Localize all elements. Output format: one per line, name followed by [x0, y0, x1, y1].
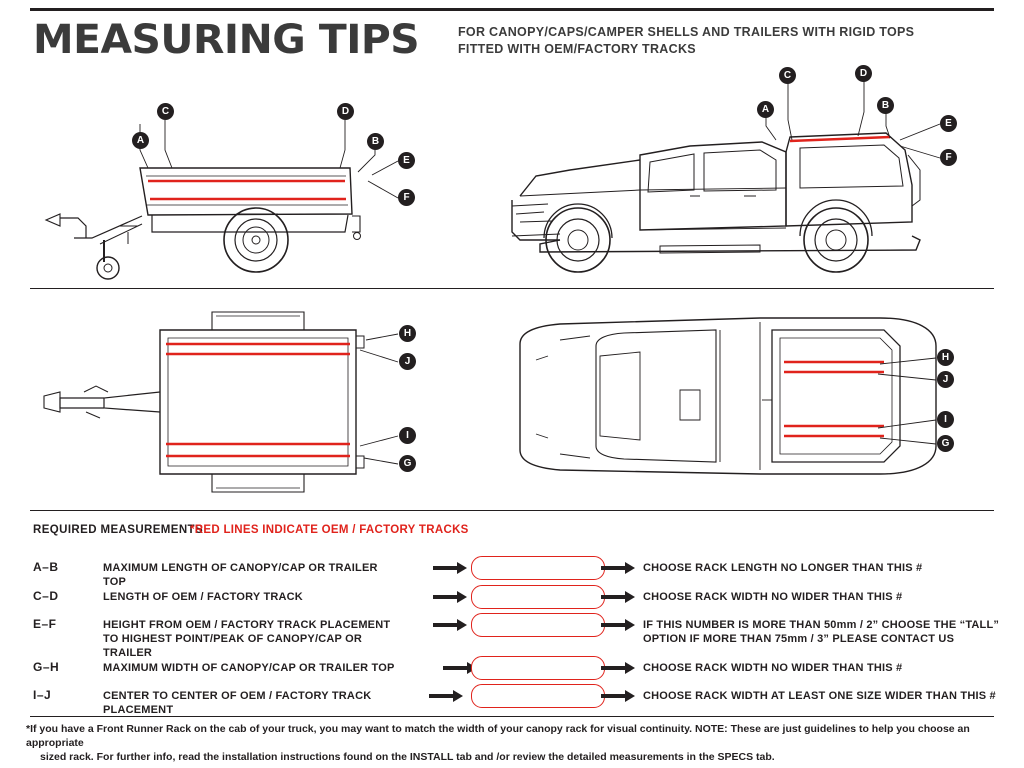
- callout-truck-side-a: A: [757, 101, 774, 118]
- callout-trailer-top-g: G: [399, 455, 416, 472]
- callout-trailer-top-j: J: [399, 353, 416, 370]
- callout-trailer-side-e: E: [398, 152, 415, 169]
- callout-trailer-top-h: H: [399, 325, 416, 342]
- measurement-description: HEIGHT FROM OEM / FACTORY TRACK PLACEMENT TO HIGHEST POINT/PEAK OF CANOPY/CAP OR TRAILER: [103, 619, 391, 659]
- measurement-code: C–D: [33, 589, 59, 603]
- measurement-code: A–B: [33, 560, 59, 574]
- trailer-top-view: [44, 312, 364, 492]
- callout-trailer-side-b: B: [367, 133, 384, 150]
- callout-trailer-side-f: F: [398, 189, 415, 206]
- measurement-code: G–H: [33, 660, 60, 674]
- measurement-row: [33, 660, 993, 686]
- truck-side-view: [512, 133, 920, 272]
- page-title: MEASURING TIPS: [33, 17, 420, 63]
- callout-truck-top-h: H: [937, 349, 954, 366]
- measurement-result: CHOOSE RACK LENGTH NO LONGER THAN THIS #: [643, 562, 923, 574]
- divider-top: [30, 8, 994, 11]
- page-subtitle: [458, 24, 1003, 58]
- measurement-result: IF THIS NUMBER IS MORE THAN 50mm / 2” CHOOSE THE “TALL” OPTION IF MORE THAN 75mm / 3” PLEASE CONTACT US: [643, 619, 1000, 645]
- callout-trailer-side-a: A: [132, 132, 149, 149]
- page-subtitle-line1: FOR CANOPY/CAPS/CAMPER SHELLS AND TRAILERS WITH RIGID TOPS: [458, 25, 915, 39]
- trailer-side-view: [46, 168, 361, 279]
- measurement-row: [33, 589, 993, 615]
- callout-trailer-top-i: I: [399, 427, 416, 444]
- footnote: [26, 722, 991, 764]
- measurement-description: LENGTH OF OEM / FACTORY TRACK: [103, 591, 303, 603]
- measurement-result: CHOOSE RACK WIDTH NO WIDER THAN THIS #: [643, 591, 903, 603]
- arrow-right-icon: [601, 690, 635, 702]
- divider-middle-2: [30, 510, 994, 511]
- callout-truck-top-g: G: [937, 435, 954, 452]
- arrow-right-icon: [601, 619, 635, 631]
- measurement-description: CENTER TO CENTER OF OEM / FACTORY TRACK PLACEMENT: [103, 690, 372, 716]
- callout-truck-top-j: J: [937, 371, 954, 388]
- truck-top-view: [520, 318, 936, 474]
- divider-bottom: [30, 716, 994, 717]
- arrow-right-icon: [433, 562, 467, 574]
- arrow-right-icon: [433, 619, 467, 631]
- measurement-input[interactable]: [471, 684, 605, 708]
- arrow-right-icon: [429, 690, 463, 702]
- footnote-line2: sized rack. For further info, read the installation instructions found on the INSTALL tab and /or review the detailed measurements in the SPECS tab.: [40, 751, 775, 763]
- measurement-description: MAXIMUM LENGTH OF CANOPY/CAP OR TRAILER TOP: [103, 562, 378, 588]
- measurement-input[interactable]: [471, 656, 605, 680]
- callout-truck-side-d: D: [855, 65, 872, 82]
- arrow-right-icon: [601, 562, 635, 574]
- measurement-code: E–F: [33, 617, 57, 631]
- measurement-input[interactable]: [471, 556, 605, 580]
- measurement-input[interactable]: [471, 585, 605, 609]
- measurement-description: MAXIMUM WIDTH OF CANOPY/CAP OR TRAILER TOP: [103, 662, 395, 674]
- page-subtitle-line2: FITTED WITH OEM/FACTORY TRACKS: [458, 42, 696, 56]
- measurement-row: [33, 688, 996, 716]
- callout-trailer-side-c: C: [157, 103, 174, 120]
- arrow-right-icon: [601, 662, 635, 674]
- callout-truck-top-i: I: [937, 411, 954, 428]
- arrow-right-icon: [433, 591, 467, 603]
- footnote-line1: *If you have a Front Runner Rack on the cab of your truck, you may want to match the width of your canopy rack for visual continuity. NOTE: These are just guidelines to help you choose an appropriate: [26, 723, 970, 749]
- measurement-row: [33, 617, 1000, 659]
- measurement-result: CHOOSE RACK WIDTH AT LEAST ONE SIZE WIDER THAN THIS #: [643, 690, 996, 702]
- measurement-code: I–J: [33, 688, 52, 702]
- divider-middle-1: [30, 288, 994, 289]
- measurement-row: [33, 560, 993, 586]
- callout-trailer-side-d: D: [337, 103, 354, 120]
- callout-truck-side-b: B: [877, 97, 894, 114]
- red-lines-note: *RED LINES INDICATE OEM / FACTORY TRACKS: [190, 524, 469, 536]
- callout-truck-side-e: E: [940, 115, 957, 132]
- measurement-result: CHOOSE RACK WIDTH NO WIDER THAN THIS #: [643, 662, 903, 674]
- callout-truck-side-c: C: [779, 67, 796, 84]
- required-measurements-heading: REQUIRED MEASUREMENTS: [33, 524, 204, 536]
- callout-truck-side-f: F: [940, 149, 957, 166]
- measurement-input[interactable]: [471, 613, 605, 637]
- page-header: [33, 18, 993, 76]
- arrow-right-icon: [601, 591, 635, 603]
